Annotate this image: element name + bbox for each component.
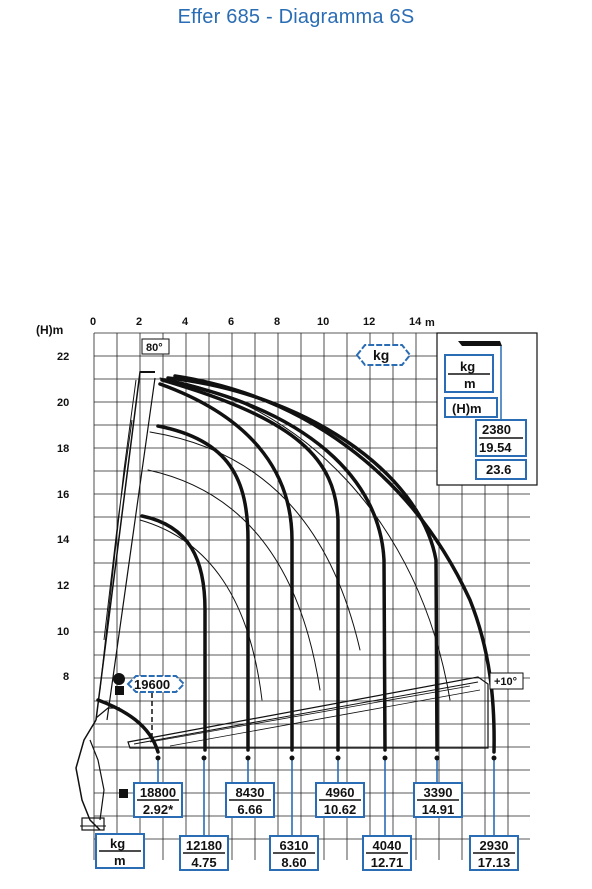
load-point-marker xyxy=(246,756,251,761)
load-box-kg: 2930 xyxy=(479,838,509,853)
angle-80-label: 80° xyxy=(146,342,163,354)
y-tick-12: 12 xyxy=(57,580,70,592)
legend-height: 23.6 xyxy=(486,462,512,477)
legend-m: m xyxy=(464,376,476,391)
legend-kg: kg xyxy=(460,359,476,374)
load-box-m: 10.62 xyxy=(323,802,357,817)
x-tick-14: 14 xyxy=(409,316,422,328)
y-tick-22: 22 xyxy=(57,351,70,363)
legend-hm: (H)m xyxy=(452,401,482,416)
square-marker xyxy=(115,686,124,695)
load-box-kg: 6310 xyxy=(279,838,309,853)
x-tick-4: 4 xyxy=(182,316,189,328)
legend-boom-icon xyxy=(458,341,502,346)
curve-1 xyxy=(98,700,158,752)
load-boxes xyxy=(134,783,518,870)
x-tick-8: 8 xyxy=(274,316,281,328)
load-point-marker xyxy=(202,756,207,761)
y-tick-16: 16 xyxy=(57,489,70,501)
load-box-kg: 8430 xyxy=(235,785,265,800)
y-tick-10: 10 xyxy=(57,626,70,638)
page-title: Effer 685 - Diagramma 6S xyxy=(177,6,415,28)
x-tick-6: 6 xyxy=(228,316,235,328)
y-axis-label: (H)m xyxy=(36,323,64,337)
load-box-m: 4.75 xyxy=(191,855,217,870)
x-tick-12: 12 xyxy=(363,316,376,328)
y-tick-20: 20 xyxy=(57,397,70,409)
y-tick-18: 18 xyxy=(57,443,70,455)
top-load-kg: 19600 xyxy=(134,677,171,692)
load-box-m: 12.71 xyxy=(370,855,404,870)
y-tick-8: 8 xyxy=(63,671,70,683)
load-point-marker xyxy=(156,756,161,761)
kg-tag-label: kg xyxy=(373,347,390,363)
circle-marker xyxy=(113,673,125,685)
angle-10-label: +10° xyxy=(494,676,518,688)
load-box-m: 8.60 xyxy=(281,855,307,870)
legend-load: 2380 xyxy=(482,422,511,437)
load-box-kg: 4960 xyxy=(325,785,355,800)
x-tick-2: 2 xyxy=(136,316,143,328)
y-tick-14: 14 xyxy=(57,534,70,546)
load-box-m: 6.66 xyxy=(237,802,263,817)
legend-reach: 19.54 xyxy=(479,440,512,455)
x-tick-10: 10 xyxy=(317,316,330,328)
load-point-marker xyxy=(383,756,388,761)
load-point-marker xyxy=(336,756,341,761)
load-point-marker xyxy=(435,756,440,761)
load-point-marker xyxy=(290,756,295,761)
load-box-kg: 4040 xyxy=(372,838,402,853)
curve-2 xyxy=(142,516,205,750)
load-box-m: 17.13 xyxy=(477,855,511,870)
unit-kg: kg xyxy=(110,836,126,851)
unit-m: m xyxy=(114,853,126,868)
x-tick-0: 0 xyxy=(90,316,97,328)
load-point-marker xyxy=(492,756,497,761)
working-range-curves xyxy=(98,376,494,752)
crane-drawing xyxy=(76,372,488,830)
x-axis-unit: m xyxy=(425,317,435,329)
asterisk-square-marker xyxy=(119,789,128,798)
load-box-kg: 12180 xyxy=(185,838,223,853)
load-box-kg: 18800 xyxy=(139,785,177,800)
load-box-m: 14.91 xyxy=(421,802,455,817)
load-box-kg: 3390 xyxy=(423,785,453,800)
load-box-m: 2.92* xyxy=(142,802,174,817)
